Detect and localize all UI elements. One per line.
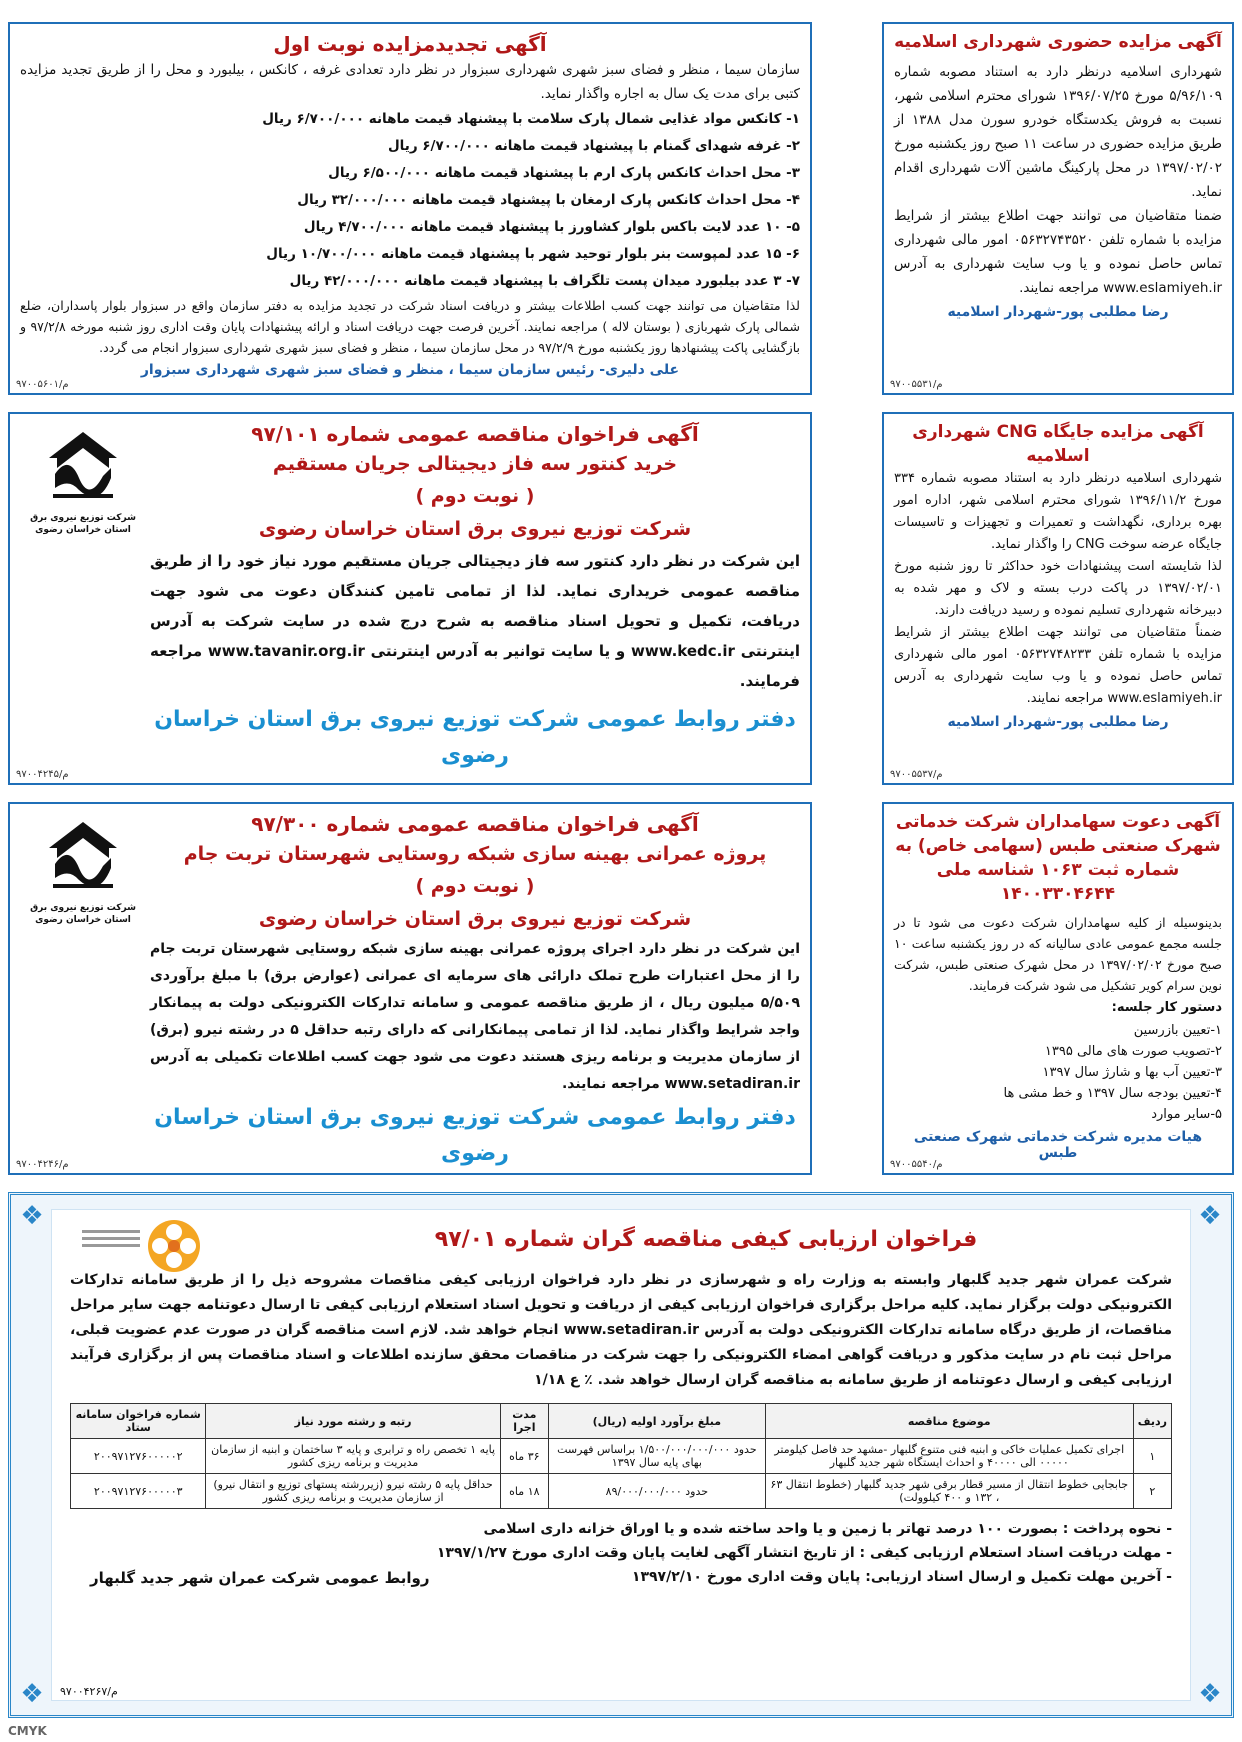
ad-golbahar-prequalification (8, 1192, 1234, 1718)
ad-outro: لذا متقاضیان می توانند جهت کسب اطلاعات بیشتر و دریافت اسناد شرکت در تجدید مزایده به دفتر سازمان واقع در سبزوار بلوار پاسداران، ضلع شمالی پارک شهربازی ( بوستان لاله ) مراجعه نمایند. آخرین فرصت جهت دریافت اسناد و ارائه پیشنهادات پایان وقت اداری روز شنبه مورخه ۹۷/۲/۸ و بازگشایی پاکت پیشنهادها روز یکشنبه مورخ ۹۷/۲/۹ در محل سازمان سیما ، منظر و فضای سبز شهری شهرداری سبزوار انجام می گردد. (20, 298, 800, 355)
logo-text-1: شرکت توزیع نیروی برق (30, 513, 136, 523)
ad-subtitle: خرید کنتور سه فاز دیجیتالی جریان مستقیم (272, 453, 678, 475)
corner-ornament-icon: ❖ (1198, 1201, 1222, 1231)
table-header: شماره فراخوان سامانه ستاد (71, 1404, 206, 1439)
kedc-logo-icon (43, 428, 123, 508)
table-header: رتبه و رشته مورد نیاز (206, 1404, 500, 1439)
table-cell: پایه ۱ تخصص راه و ترابری و پایه ۳ ساختمان و ابنیه از سازمان مدیریت و برنامه ریزی کشور (206, 1439, 500, 1474)
golbahar-logo (82, 1218, 202, 1274)
ad-title: آگهی فراخوان مناقصه عمومی شماره ۹۷/۱۰۱ (251, 422, 699, 446)
ad-tender-97-101 (8, 412, 812, 785)
color-bar-label: CMYK (8, 1724, 47, 1738)
table-cell: حدود ۱/۵۰۰/۰۰۰/۰۰۰/۰۰۰ براساس فهرست بهای پایه سال ۱۳۹۷ (548, 1439, 765, 1474)
ad-body: شهرداری اسلامیه درنظر دارد به استناد مصوبه شماره ۵/۹۶/۱۰۹ مورخ ۱۳۹۶/۰۷/۲۵ شورای محترم اسلامی شهر، نسبت به فروش یکدستگاه خودرو سورن مدل ۱۳۸۸ از طریق مزایده حضوری در ساعت ۱۱ صبح روز یکشنبه مورخ ۱۳۹۷/۰۲/۰۲ در محل پارکینگ ماشین آلات شهرداری اقدام نماید. (894, 64, 1223, 200)
table-cell: حداقل پایه ۵ رشته نیرو (زیررشته پستهای توزیع و انتقال نیرو) از سازمان مدیریت و برنامه ریزی کشور (206, 1474, 500, 1509)
kedc-logo (28, 818, 138, 938)
kedc-logo (28, 428, 138, 548)
ad-body: شرکت عمران شهر جدید گلبهار وابسته به وزارت راه و شهرسازی در نظر دارد فراخوان ارزیابی کیفی مناقصات مشروحه ذیل را از طریق سامانه تدارکات الکترونیکی دولت برگزار نماید. کلیه مراحل برگزاری فراخوان ارزیابی کیفی از دریافت و تحویل اسناد استعلام ارزیابی کیفی تا ارسال دعوتنامه جهت سایر مراحل مناقصات، از طریق درگاه سامانه تدارکات الکترونیکی دولت به آدرس www.setadiran.ir انجام خواهد شد. لازم است مناقصه گران در صورت عدم عضویت قبلی، مراحل ثبت نام در سایت مذکور و دریافت گواهی امضاء الکترونیکی را جهت شرکت در مناقصات محقق سازنده اطلاعات و اسناد مناقصات پس از برگزاری فرآیند ارزیابی کیفی و ارسال دعوتنامه از طریق سامانه به مناقصه گران ارسال خواهد شد. ٪ ع ۱/۱۸ (70, 1272, 1172, 1388)
auction-item: ۳- محل احداث کانکس پارک ارم با پیشنهاد قیمت ماهانه ۶/۵۰۰/۰۰۰ ریال (328, 165, 800, 181)
table-cell: ۲ (1133, 1474, 1171, 1509)
ad-title: آگهی فراخوان مناقصه عمومی شماره ۹۷/۳۰۰ (251, 812, 699, 836)
ad-body: این شرکت در نظر دارد کنتور سه فاز دیجیتالی جریان مستقیم مورد نیاز خود را از طریق مناقصه عمومی خریداری نماید. لذا از تمامی تامین کنندگان دعوت می شود جهت دریافت، تکمیل و تحویل اسناد مناقصه به شرح درج شده در سایت شرکت به آدرس اینترنتی www.kedc.ir و یا سایت توانیر به آدرس اینترنتی www.tavanir.org.ir مراجعه فرمایند. (150, 552, 800, 690)
agenda-item: ۱-تعیین بازرسین (1133, 1023, 1222, 1038)
table-cell: ۲۰۰۹۷۱۲۷۶۰۰۰۰۰۳ (71, 1474, 206, 1509)
table-cell: ۱ (1133, 1439, 1171, 1474)
ad-code: م/۹۷۰۰۵۵۳۷ (890, 769, 943, 780)
ad-eslamiyeh-auction (882, 22, 1234, 395)
logo-text-2: استان خراسان رضوی (35, 525, 131, 535)
auction-item: ۱- کانکس مواد غذایی شمال پارک سلامت با پیشنهاد قیمت ماهانه ۶/۷۰۰/۰۰۰ ریال (262, 111, 800, 127)
table-cell: ۲۰۰۹۷۱۲۷۶۰۰۰۰۰۲ (71, 1439, 206, 1474)
table-cell: ۳۶ ماه (500, 1439, 548, 1474)
ad-code: م/۹۷۰۰۴۲۶۷ (60, 1685, 118, 1698)
ad-code: م/۹۷۰۰۴۲۴۶ (16, 1159, 69, 1170)
agenda-list (894, 1020, 1222, 1125)
ad-title: آگهی مزایده حضوری شهرداری اسلامیه (894, 32, 1222, 52)
note-item: - مهلت دریافت اسناد استعلام ارزیابی کیفی : از تاریخ انتشار آگهی لغایت پایان وقت اداری مورخ ۱۳۹۷/۱/۲۷ (436, 1545, 1172, 1561)
ad-pr-office: دفتر روابط عمومی شرکت توزیع نیروی برق استان خراسان رضوی (154, 707, 796, 768)
ad-title: آگهی تجدیدمزایده نوبت اول (273, 32, 547, 56)
ad-code: م/۹۷۰۰۵۵۳۱ (890, 379, 943, 390)
ad-company: شرکت توزیع نیروی برق استان خراسان رضوی (258, 518, 692, 540)
corner-ornament-icon: ❖ (20, 1679, 44, 1709)
tender-table (70, 1403, 1172, 1509)
corner-ornament-icon: ❖ (20, 1201, 44, 1231)
ad-round: ( نوبت دوم ) (415, 875, 535, 897)
ad-signature: رضا مطلبی پور-شهردار اسلامیه (947, 304, 1169, 320)
ad-signature: رضا مطلبی پور-شهردار اسلامیه (947, 714, 1169, 730)
ad-tabas-shareholders (882, 802, 1234, 1175)
table-row (71, 1474, 1172, 1509)
note-item: - آخرین مهلت تکمیل و ارسال اسناد ارزیابی: پایان وقت اداری مورخ ۱۳۹۷/۲/۱۰ (631, 1569, 1172, 1585)
auction-item: ۲- غرفه شهدای گمنام با پیشنهاد قیمت ماهانه ۶/۷۰۰/۰۰۰ ریال (387, 138, 800, 154)
agenda-item: ۴-تعیین بودجه سال ۱۳۹۷ و خط مشی ها (1003, 1086, 1222, 1101)
agenda-item: ۳-تعیین آب بها و شارژ سال ۱۳۹۷ (1042, 1065, 1222, 1080)
ad-pr-office: دفتر روابط عمومی شرکت توزیع نیروی برق استان خراسان رضوی (154, 1105, 796, 1166)
auction-item: ۴- محل احداث کانکس پارک ارمغان با پیشنهاد قیمت ماهانه ۳۲/۰۰۰/۰۰۰ ریال (297, 192, 800, 208)
ad-code: م/۹۷۰۰۵۶۰۱ (16, 379, 69, 390)
table-cell: ۱۸ ماه (500, 1474, 548, 1509)
auction-item: ۶- ۱۵ عدد لمپوست بنر بلوار توحید شهر با پیشنهاد قیمت ماهانه ۱۰/۷۰۰/۰۰۰ ریال (266, 246, 800, 262)
ad-code: م/۹۷۰۰۴۲۴۵ (16, 769, 69, 780)
agenda-title: دستور کار جلسه: (1111, 1000, 1222, 1015)
ad-body-2: لذا شایسته است پیشنهادات خود حداکثر تا روز شنبه مورخ ۱۳۹۷/۰۲/۰۱ در پاکت درب بسته و لاک و مهر شده به دبیرخانه شهرداری تسلیم نموده و رسید دریافت دارند. (894, 559, 1222, 618)
table-header: مدت اجرا (500, 1404, 548, 1439)
table-header: موضوع مناقصه (765, 1404, 1133, 1439)
ad-intro: سازمان سیما ، منظر و فضای سبز شهری شهرداری سبزوار در نظر دارد تعدادی غرفه ، کانکس ، بیلبورد و محل را از طریق تجدید مزایده کتبی برای مدت یک سال به اجاره واگذار نماید. (20, 62, 800, 102)
ad-body-3: ضمناً متقاضیان می توانند جهت اطلاع بیشتر از شرایط مزایده با شماره تلفن ۰۵۶۳۲۷۴۸۲۳۳ امور مالی شهرداری تماس حاصل نموده و یا وب سایت شهرداری به آدرس www.eslamiyeh.ir مراجعه نمایند. (894, 625, 1222, 706)
ad-subtitle: پروژه عمرانی بهینه سازی شبکه روستایی شهرستان تربت جام (183, 843, 767, 865)
ad-round: ( نوبت دوم ) (415, 485, 535, 507)
auction-item: ۷- ۳ عدد بیلبورد میدان پست تلگراف با پیشنهاد قیمت ماهانه ۴۲/۰۰۰/۰۰۰ ریال (289, 273, 800, 289)
ad-title: فراخوان ارزیابی کیفی مناقصه گران شماره ۹۷/۰۱ (434, 1227, 978, 1252)
table-cell: حدود ۸۹/۰۰۰/۰۰۰/۰۰۰ (548, 1474, 765, 1509)
ad-company: شرکت توزیع نیروی برق استان خراسان رضوی (258, 908, 692, 930)
agenda-item: ۵-سایر موارد (1151, 1107, 1222, 1122)
corner-ornament-icon: ❖ (1198, 1679, 1222, 1709)
table-cell: اجرای تکمیل عملیات خاکی و ابنیه فنی متنوع گلبهار -مشهد حد فاصل کیلومتر ۰۰۰۰۰ الی ۴۰۰۰۰ و احداث ایستگاه شهر جدید گلبهار (765, 1439, 1133, 1474)
ad-code: م/۹۷۰۰۵۵۴۰ (890, 1159, 943, 1170)
ad-title: آگهی مزایده جایگاه CNG شهرداری اسلامیه (912, 422, 1204, 466)
logo-text-1: شرکت توزیع نیروی برق (30, 903, 136, 913)
ad-body: این شرکت در نظر دارد اجرای پروژه عمرانی بهینه سازی شبکه روستایی شهرستان تربت جام را از محل اعتبارات طرح تملک دارائی های سرمایه ای عمرانی (عوارض برق) با مبلغ برآوردی ۵/۵۰۹ میلیون ریال ، از طریق مناقصه عمومی و سامانه تدارکات الکترونیکی دولت به پیمانکار واجد شرایط واگذار نماید. لذا از تمامی پیمانکارانی که دارای رتبه حداقل ۵ در رشته نیرو (برق) از سازمان مدیریت و برنامه ریزی هستند دعوت می شود جهت کسب اطلاعات تکمیلی به آدرس www.setadiran.ir مراجعه نمایند. (150, 941, 800, 1092)
kedc-logo-icon (43, 818, 123, 898)
ad-sabzevar-auction (8, 22, 812, 395)
ad-cng-auction (882, 412, 1234, 785)
golbahar-logo-icon (146, 1218, 202, 1274)
ad-title: آگهی دعوت سهامداران شرکت خدماتی شهرک صنعتی طبس (سهامی خاص) به شماره ثبت ۱۰۶۳ شناسه ملی ۱۴۰۰۳۳۰۴۶۴۴ (895, 812, 1221, 904)
ad-tender-97-300 (8, 802, 812, 1175)
table-cell: جابجایی خطوط انتقال از مسیر قطار برقی شهر جدید گلبهار (خطوط انتقال ۶۳ ، ۱۳۲ و ۴۰۰ کیلوولت) (765, 1474, 1133, 1509)
ad-signature: علی دلیری- رئیس سازمان سیما ، منظر و فضای سبز شهری شهرداری سبزوار (140, 362, 680, 378)
ad-body-2: ضمنا متقاضیان می توانند جهت اطلاع بیشتر از شرایط مزایده با شماره تلفن ۰۵۶۳۲۷۴۳۵۲۰ امور مالی شهرداری تماس حاصل نموده و یا وب سایت شهرداری به آدرس www.eslamiyeh.ir مراجعه نمایند. (894, 208, 1223, 296)
ad-body: بدینوسیله از کلیه سهامداران شرکت دعوت می شود تا در جلسه مجمع عمومی عادی سالیانه که در روز یکشنبه ساعت ۱۰ صبح مورخ ۱۳۹۷/۰۲/۰۲ در محل شهرک صنعتی طبس، شرکت نوین سرام کویر تشکیل می شود شرکت فرمایند. (894, 915, 1222, 993)
ad-signature: روابط عمومی شرکت عمران شهر جدید گلبهار (90, 1569, 430, 1587)
auction-item: ۵- ۱۰ عدد لایت باکس بلوار کشاورز با پیشنهاد قیمت ماهانه ۴/۷۰۰/۰۰۰ ریال (303, 219, 800, 235)
logo-text-2: استان خراسان رضوی (35, 915, 131, 925)
agenda-item: ۲-تصویب صورت های مالی ۱۳۹۵ (1044, 1044, 1222, 1059)
ad-items-list (20, 106, 800, 295)
note-item: - نحوه پرداخت : بصورت ۱۰۰ درصد تهاتر با زمین و یا واحد ساخته شده و یا اوراق خزانه داری اسلامی (483, 1521, 1172, 1537)
ad-signature: هیات مدیره شرکت خدماتی شهرک صنعتی طبس (913, 1129, 1203, 1161)
table-header: ردیف (1133, 1404, 1171, 1439)
ad-body: شهرداری اسلامیه درنظر دارد به استناد مصوبه شماره ۳۳۴ مورخ ۱۳۹۶/۱۱/۲ شورای محترم اسلامی شهر، اداره امور بهره برداری، نگهداشت و تعمیرات و تجهیزات و تاسیسات جایگاه عرضه سوخت CNG را واگذار نماید. (894, 471, 1223, 552)
table-row (71, 1439, 1172, 1474)
table-header: مبلغ برآورد اولیه (ریال) (548, 1404, 765, 1439)
